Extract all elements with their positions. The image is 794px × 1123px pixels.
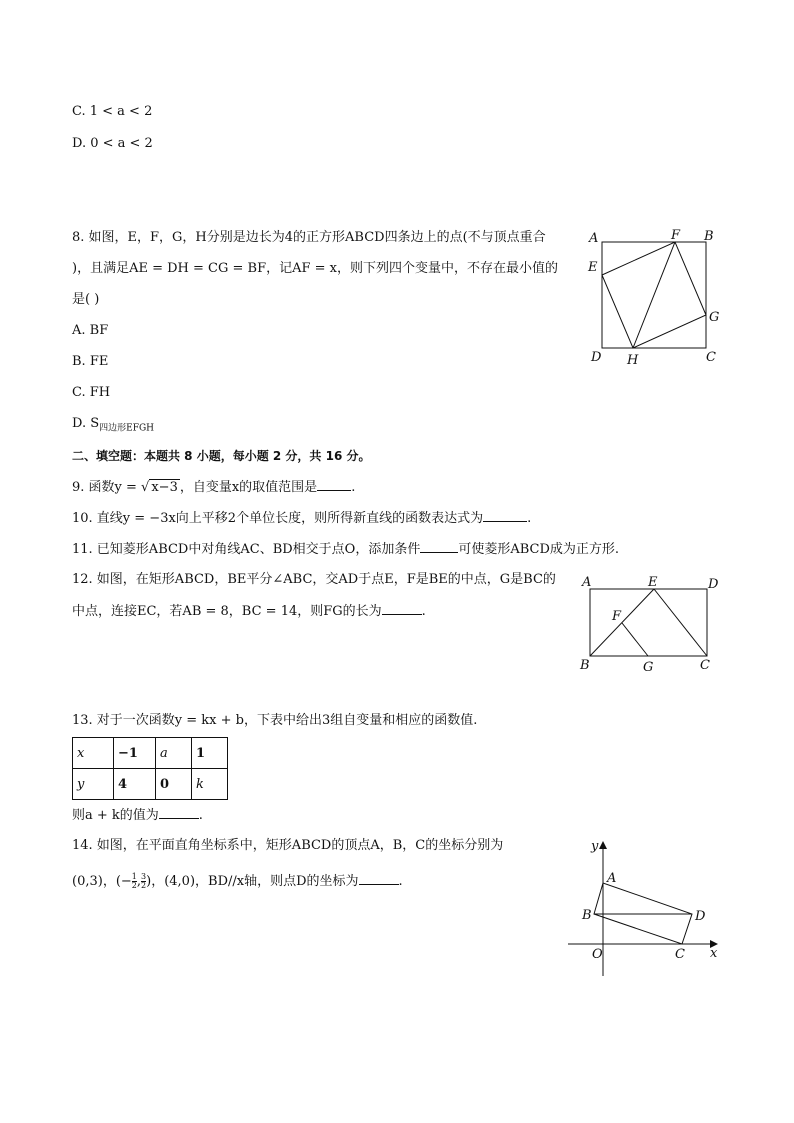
table-cell: 4 bbox=[114, 769, 156, 800]
q7-option-d: D. 0 < a < 2 bbox=[72, 136, 153, 151]
label-y: y bbox=[591, 839, 599, 854]
q14-answer-blank[interactable] bbox=[359, 872, 399, 885]
label-f: F bbox=[612, 609, 622, 624]
q14-coord-a: (0,3)， bbox=[72, 874, 116, 889]
q11 bbox=[72, 540, 619, 559]
q10 bbox=[72, 509, 531, 528]
label-f: F bbox=[671, 228, 681, 243]
q8-option-d-sub: 四边形EFGH bbox=[99, 423, 154, 434]
q10-answer-blank[interactable] bbox=[483, 509, 527, 522]
q12-stem-line1: 12. 如图，在矩形ABCD，BE平分∠ABC，交AD于点E，F是BE的中点，G是BC的 bbox=[72, 572, 556, 587]
q11-text: 11. 已知菱形ABCD中对角线AC、BD相交于点O，添加条件 bbox=[72, 542, 421, 557]
q14-coord-c: (4,0)，BD//x轴，则点D的坐标为 bbox=[164, 874, 359, 889]
label-c: C bbox=[675, 947, 685, 962]
q14-coord-b-close: )， bbox=[146, 874, 165, 889]
q9-answer-blank[interactable] bbox=[317, 478, 351, 491]
q14-stem-line2 bbox=[72, 872, 403, 891]
q14-frac-2: $\frac{3}{2}$ bbox=[141, 872, 147, 890]
segment-fg bbox=[622, 623, 648, 656]
q9-end: . bbox=[351, 480, 356, 495]
label-a: A bbox=[582, 575, 592, 590]
q14-coord-b-sep: , bbox=[136, 874, 142, 889]
q8-stem-line3: 是( ) bbox=[72, 292, 100, 307]
table-cell: x bbox=[73, 738, 114, 769]
q14-coordinate-figure bbox=[565, 836, 725, 980]
q13-answer-blank[interactable] bbox=[159, 806, 199, 819]
label-d: D bbox=[708, 577, 719, 592]
q9-radicand: x−3 bbox=[151, 480, 178, 495]
label-b: B bbox=[580, 658, 590, 673]
q8-option-d bbox=[72, 415, 154, 438]
q8-option-b: B. FE bbox=[72, 354, 109, 369]
q13 bbox=[72, 712, 477, 730]
q14-stem-line1: 14. 如图，在平面直角坐标系中，矩形ABCD的顶点A，B，C的坐标分别为 bbox=[72, 838, 504, 853]
table-cell: 0 bbox=[156, 769, 192, 800]
q7-option-c: C. 1 < a < 2 bbox=[72, 104, 153, 119]
q13-value-table bbox=[72, 737, 228, 800]
label-g: G bbox=[709, 310, 720, 325]
table-cell: −1 bbox=[114, 738, 156, 769]
q13-end: . bbox=[473, 713, 478, 728]
q12-answer-blank[interactable] bbox=[382, 602, 422, 615]
q8-stem-line1: 8. 如图，E，F，G，H分别是边长为4的正方形ABCD四条边上的点(不与顶点重合 bbox=[72, 230, 546, 245]
label-c: C bbox=[700, 658, 710, 673]
q12-stem-line2: 中点，连接EC，若AB = 8，BC = 14，则FG的长为 bbox=[72, 604, 382, 619]
q11-end: . bbox=[614, 542, 620, 557]
q9: 9. 函数y = √ x−3 ，自变量x的取值范围是 . bbox=[72, 480, 356, 495]
q8-option-a: A. BF bbox=[72, 323, 109, 338]
q11-answer-blank[interactable] bbox=[420, 540, 458, 553]
label-a: A bbox=[589, 231, 599, 246]
q14-frac-1: $\frac{1}{2}$ bbox=[131, 872, 137, 890]
q13-after-end: . bbox=[198, 808, 203, 823]
label-b: B bbox=[704, 229, 714, 244]
q14-end: . bbox=[398, 874, 403, 889]
table-cell: 1 bbox=[192, 738, 228, 769]
q9-prefix: 9. 函数y = bbox=[72, 480, 142, 495]
segment-be bbox=[590, 589, 654, 656]
table-row bbox=[73, 769, 228, 800]
label-e: E bbox=[588, 260, 598, 275]
q8-option-c: C. FH bbox=[72, 385, 111, 400]
q8-stem-line2: )，且满足AE = DH = CG = BF，记AF = x，则下列四个变量中，不存在最小值的 bbox=[72, 261, 558, 276]
table-cell: y bbox=[73, 769, 114, 800]
q12-stem-line2-wrap bbox=[72, 602, 426, 621]
label-d: D bbox=[591, 350, 602, 365]
q14-coord-b-open: (− bbox=[115, 874, 132, 889]
label-g: G bbox=[643, 660, 654, 675]
table-row bbox=[73, 738, 228, 769]
q12-end: . bbox=[421, 604, 426, 619]
label-c: C bbox=[706, 350, 716, 365]
q10-text: 10. 直线y = −3x向上平移2个单位长度，则所得新直线的函数表达式为 bbox=[72, 511, 484, 526]
q12-rectangle-figure bbox=[578, 572, 728, 678]
q8-option-d-prefix: D. S bbox=[72, 416, 100, 431]
label-b: B bbox=[582, 908, 592, 923]
label-e: E bbox=[648, 575, 658, 590]
table-cell: k bbox=[192, 769, 228, 800]
label-d: D bbox=[695, 909, 706, 924]
label-h: H bbox=[627, 353, 639, 368]
section-header: 二、填空题：本题共 8 小题，每小题 2 分，共 16 分。 bbox=[72, 449, 371, 463]
q13-after-prefix: 则a + k的值为 bbox=[72, 808, 159, 823]
q8-square-figure bbox=[585, 228, 725, 368]
q9-suffix: ，自变量x的取值范围是 bbox=[179, 480, 318, 495]
label-o: O bbox=[592, 947, 603, 962]
rectangle-abcd bbox=[590, 589, 707, 656]
table-cell: a bbox=[156, 738, 192, 769]
label-x: x bbox=[710, 946, 718, 961]
q10-end: . bbox=[527, 511, 532, 526]
q13-after bbox=[72, 806, 203, 825]
segment-ec bbox=[654, 589, 707, 656]
label-a: A bbox=[607, 871, 617, 886]
q13-text: 13. 对于一次函数y = kx + b，下表中给出3组自变量和相应的函数值 bbox=[72, 713, 474, 728]
q11-suffix: 可使菱形ABCD成为正方形 bbox=[458, 542, 615, 557]
